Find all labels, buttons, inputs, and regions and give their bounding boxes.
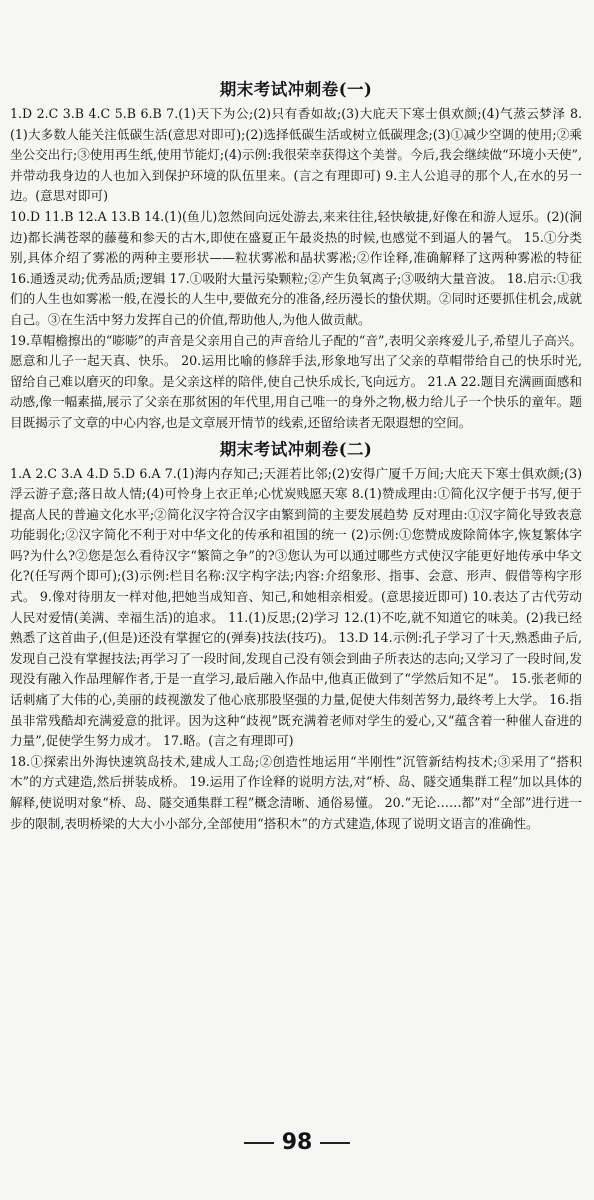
answer-paragraph: 19.草帽檐擦出的“嘭嘭”的声音是父亲用自己的声音给儿子配的“音”,表明父亲疼爱儿子,希望儿子高兴。愿意和儿子一起天真、快乐。 20.运用比喻的修辞手法,形象地写出了父亲的草帽带给自己的快乐时光,留给自己难以磨灭的印象。是父亲这样的陪伴,使自己快乐成长,飞向远方。 21.A 22.题目充满画面感和动感,像一幅素描,展示了父亲在那贫困的年代里,用自己唯一的身外之物,极力给儿子一个快乐的童年。题目既揭示了文章的中心内容,也是文章展开情节的线索,还留给读者无限遐想的空间。 xyxy=(10,332,582,430)
answer-paragraph: 1.D 2.C 3.B 4.C 5.B 6.B 7.(1)天下为公;(2)只有香如故;(3)大庇天下寒士俱欢颜;(4)气蒸云梦泽 8.(1)大多数人能关注低碳生活(意思对即可);(2)选择低碳生活或树立低碳理念;(3)①减少空调的使用;②乘坐公交出行;③使用再生纸,使用节能灯;(4)示例:我很荣幸获得这个美誉。今后,我会继续做“环境小天使”,并带动我身边的人也加入到保护环境的队伍里来。(言之有理即可) 9.主人公追寻的那个人,在水的另一边。(意思对即可) xyxy=(10,106,582,204)
footer-rule-left xyxy=(244,1142,274,1144)
footer-rule-right xyxy=(320,1142,350,1144)
exam2-answers xyxy=(10,464,582,835)
page-number-text: 98 xyxy=(281,1130,313,1155)
exam1-title: 期末考试冲刺卷(一) xyxy=(219,80,373,99)
exam2-title: 期末考试冲刺卷(二) xyxy=(219,439,373,459)
page-number xyxy=(0,1130,594,1155)
answer-paragraph: 18.①探索出外海快速筑岛技术,建成人工岛;②创造性地运用“半刚性”沉管新结构技术;③采用了“搭积木”的方式建造,然后拼装成桥。 19.运用了作诠释的说明方法,对“桥、岛、隧交通集群工程”加以具体的解释,使说明对象“桥、岛、隧交通集群工程”概念清晰、通俗易懂。 20.“无论……都”对“全部”进行进一步的限制,表明桥梁的大大小小部分,全部使用“搭积木”的方式建造,体现了说明文语言的准确性。 xyxy=(10,753,582,831)
answer-paragraph: 1.A 2.C 3.A 4.D 5.D 6.A 7.(1)海内存知己;天涯若比邻;(2)安得广厦千万间;大庇天下寒士俱欢颜;(3)浮云游子意;落日故人情;(4)可怜身上衣正单;心忧炭贱愿天寒 8.(1)赞成理由:①简化汉字便于书写,便于提高人民的普遍文化水平;②简化汉字符合汉字由繁到简的主要发展趋势 反对理由:①汉字简化导致表意功能弱化;②汉字简化不利于对中华文化的传承和祖国的统一 (2)示例:①您赞成废除简体字,恢复繁体字吗?为什么?②您是怎么看待汉字“繁简之争”的?③您认为可以通过哪些方式使汉字能更好地传承中华文化?(任写两个即可);(3)示例:栏目名称:汉字构字法;内容:介绍象形、指事、会意、形声、假借等构字形式。 9.像对待朋友一样对他,把她当成知音、知己,和她相亲相爱。(意思接近即可) 10.表达了古代劳动人民对爱情(美满、幸福生活)的追求。 11.(1)反思;(2)学习 12.(1)不吃,就不知道它的味美。(2)我已经熟悉了这首曲子,(但是)还没有掌握它的(弹奏)技法(技巧)。 13.D 14.示例:孔子学习了十天,熟悉曲子后,发现自己没有掌握技法;再学习了一段时间,发现自己没有领会到曲子所表达的志向;又学习了一段时间,发现没有融入作品理解作者,于是一直学习,最后融入作品中,他真正做到了“学然后知不足”。 15.张老师的话刺痛了大伟的心,美丽的歧视激发了他心底那股坚强的力量,促使大伟刻苦努力,最终考上大学。 16.指虽非常残酷却充满爱意的批评。因为这种“歧视”既充满着老师对学生的爱心,又“蕴含着一种催人奋进的力量”,促使学生努力成才。 17.略。(言之有理即可) xyxy=(10,465,582,749)
exam1-answers xyxy=(10,104,582,434)
answer-paragraph: 10.D 11.B 12.A 13.B 14.(1)(鱼儿)忽然间向远处游去,来来往往,轻快敏捷,好像在和游人逗乐。(2)(涧边)都长满苍翠的藤蔓和参天的古木,即使在盛夏正午最炎热的时候,也感觉不到逼人的暑气。 15.①分类别,具体介绍了雾凇的两种主要形状——粒状雾凇和晶状雾凇;②作诠释,准确解释了这两种雾凇的特征 16.通透灵动;优秀品质;逻辑 17.①吸附大量污染颗粒;②产生负氧离子;③吸纳大量音波。 18.启示:①我们的人生也如雾凇一般,在漫长的人生中,要做充分的准备,经历漫长的蛰伏期。②同时还要抓住机会,成就自己。③在生活中努力发挥自己的价值,帮助他人,为他人做贡献。 xyxy=(10,208,582,327)
